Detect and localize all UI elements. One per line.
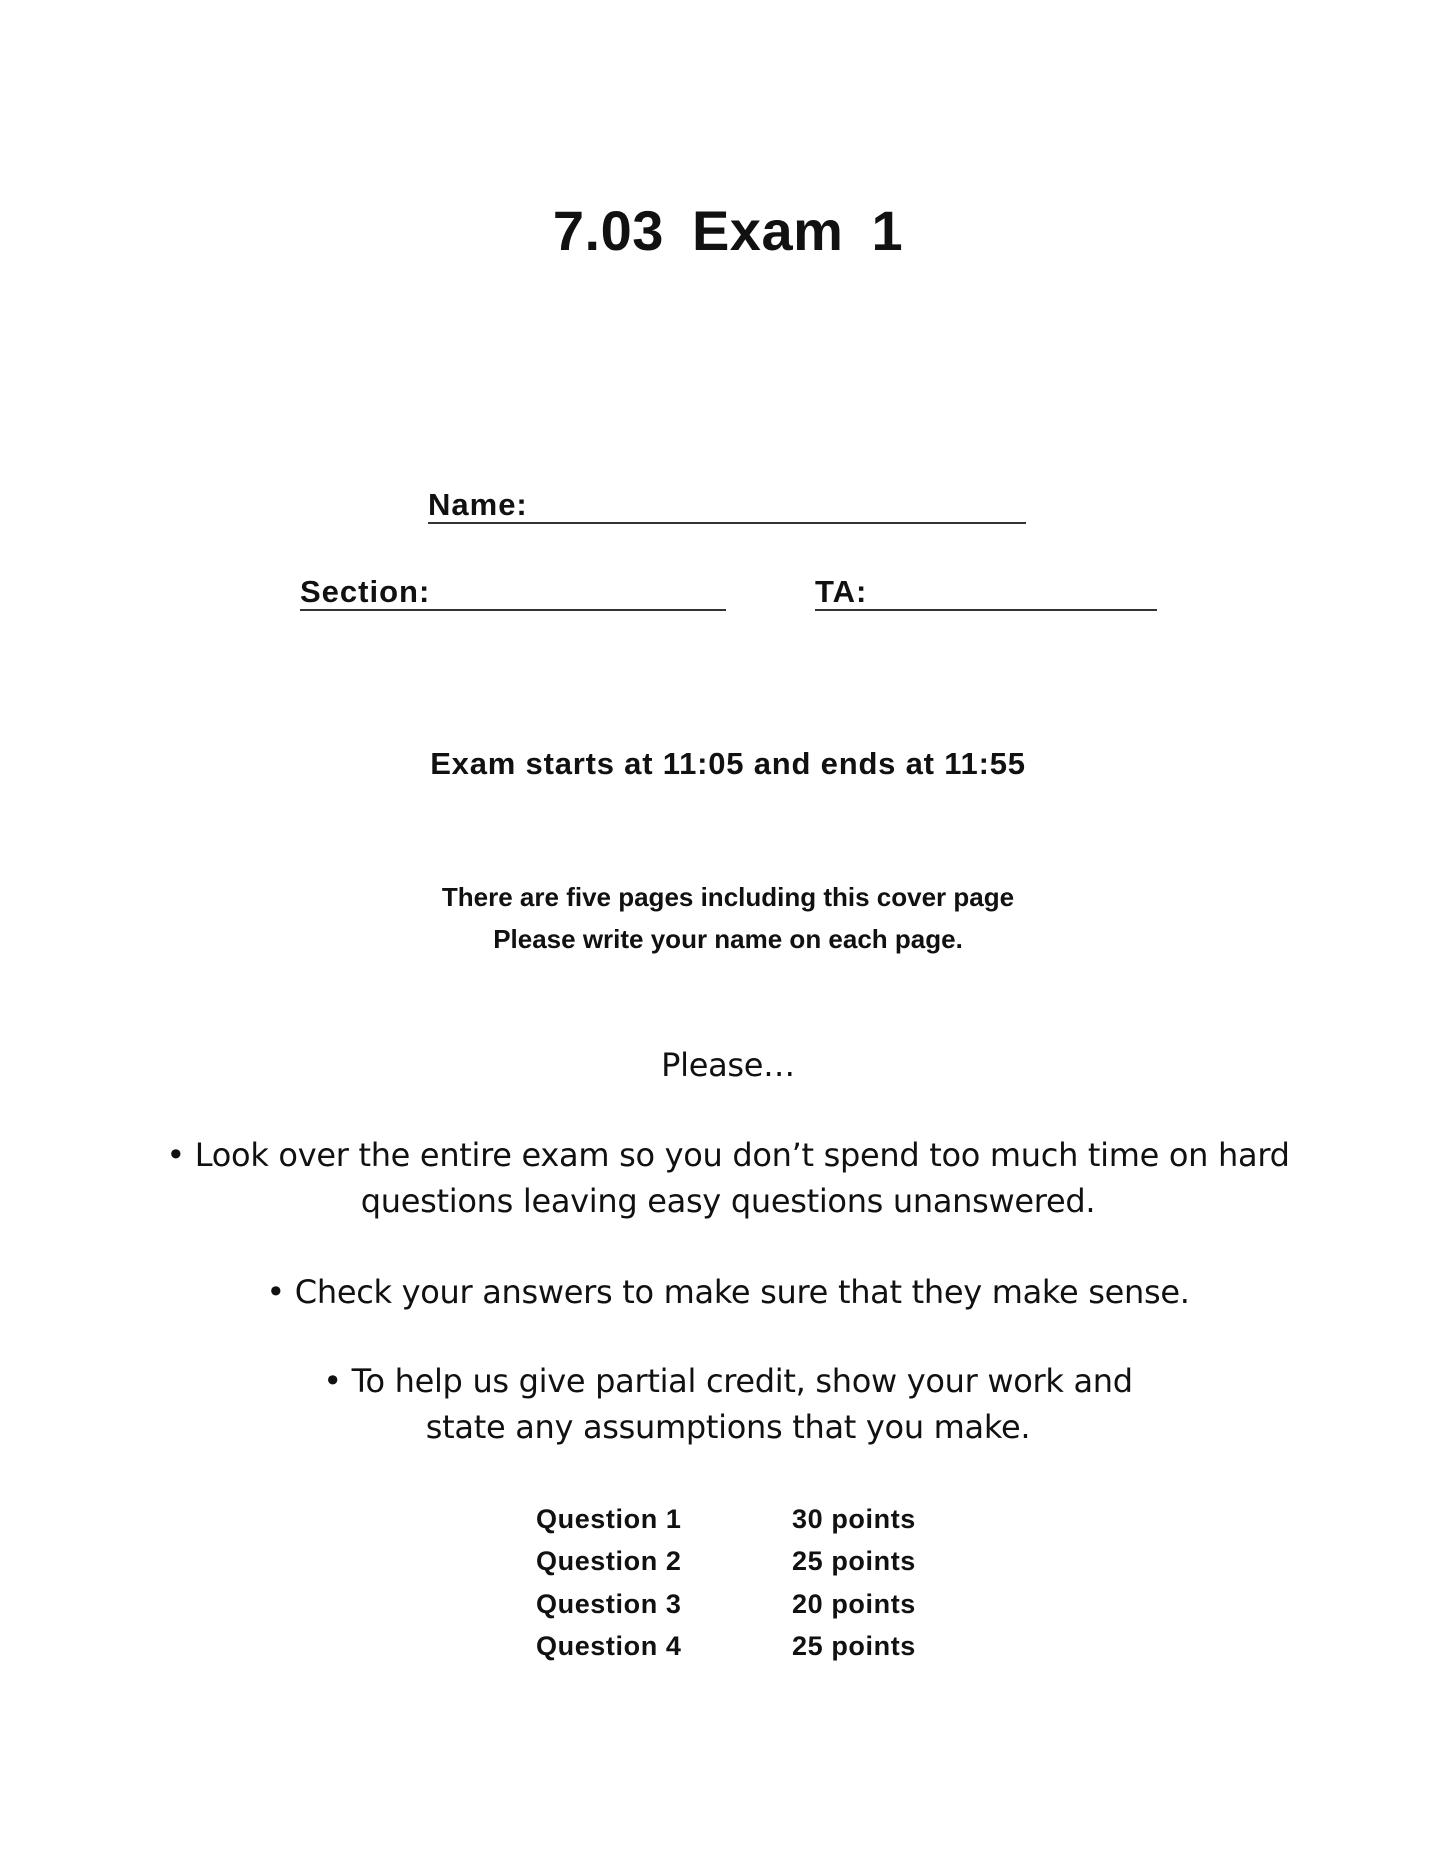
question-points: 30 points <box>792 1503 916 1534</box>
section-field <box>300 575 726 611</box>
name-each-page-note: Please write your name on each page. <box>493 924 963 954</box>
name-field <box>428 488 1026 524</box>
ta-blank-line <box>875 573 1157 611</box>
points-row <box>536 1541 992 1584</box>
points-row <box>536 1626 992 1669</box>
ta-label: TA: <box>815 575 875 611</box>
question-label: Question 3 <box>536 1588 682 1619</box>
instruction-line: questions leaving easy questions unanswered. <box>360 1182 1096 1220</box>
page-count-note: There are five pages including this cover page <box>441 882 1015 912</box>
exam-timing: Exam starts at 11:05 and ends at 11:55 <box>430 746 1026 781</box>
instruction-line: state any assumptions that you make. <box>425 1408 1031 1446</box>
question-label: Question 1 <box>536 1503 682 1534</box>
section-blank-line <box>438 573 726 611</box>
question-label: Question 4 <box>536 1631 682 1662</box>
ta-field <box>815 575 1157 611</box>
section-label: Section: <box>300 575 438 611</box>
question-points: 25 points <box>792 1631 916 1662</box>
exam-title: 7.03 Exam 1 <box>552 199 904 262</box>
points-row <box>536 1583 992 1626</box>
question-label: Question 2 <box>536 1546 682 1577</box>
points-table <box>536 1498 992 1668</box>
instruction-line: • Look over the entire exam so you don’t spend too much time on hard <box>166 1136 1290 1174</box>
question-points: 20 points <box>792 1588 916 1619</box>
points-row <box>536 1498 992 1541</box>
name-label: Name: <box>428 488 536 524</box>
name-blank-line <box>536 486 1026 524</box>
instructions-heading: Please… <box>661 1046 795 1084</box>
instruction-line: • To help us give partial credit, show your work and <box>323 1362 1133 1400</box>
question-points: 25 points <box>792 1546 916 1577</box>
instruction-line: • Check your answers to make sure that they make sense. <box>266 1273 1190 1311</box>
